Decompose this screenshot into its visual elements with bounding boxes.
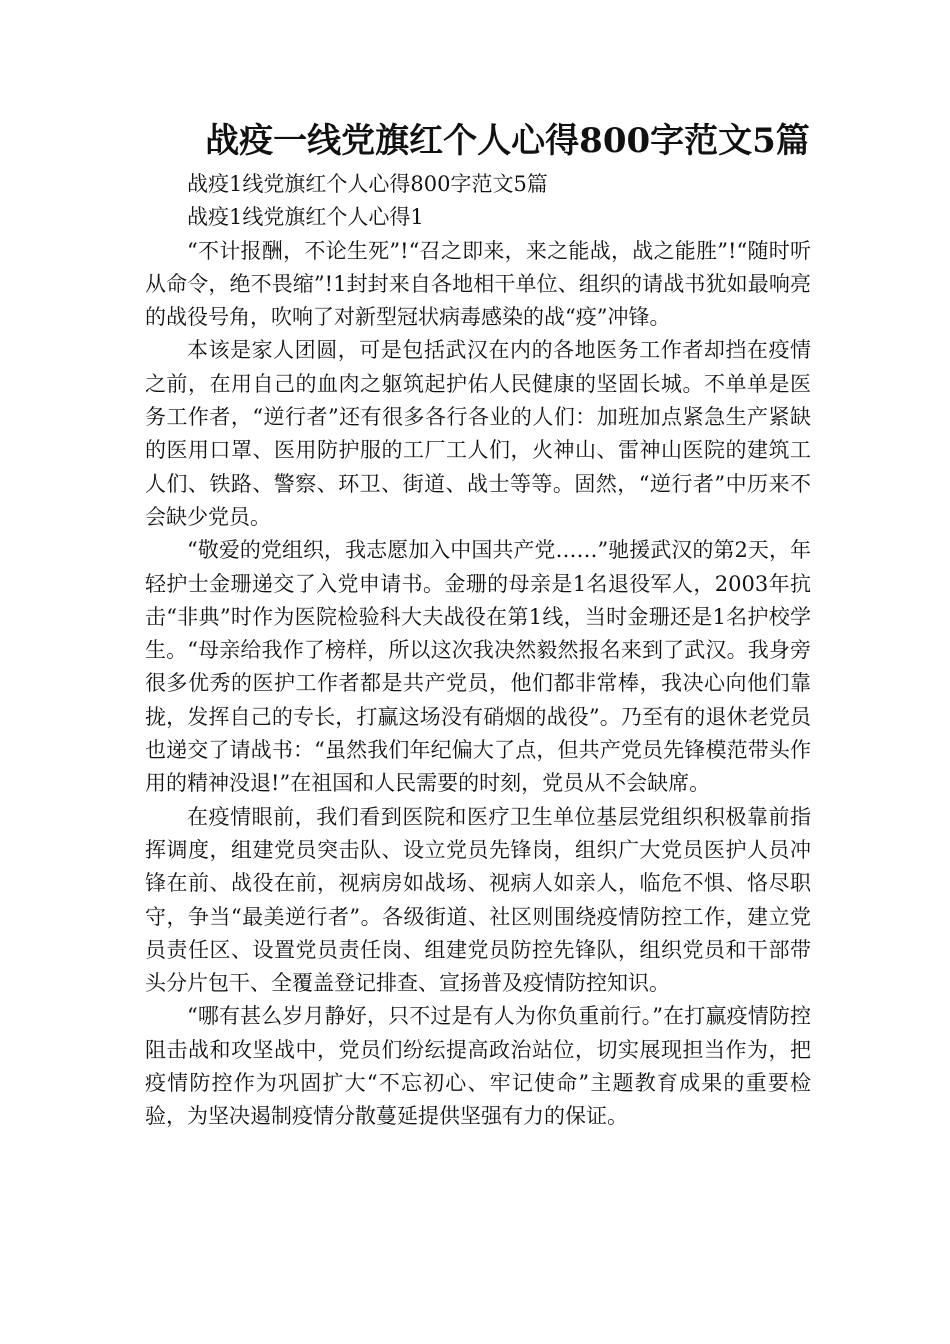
document-subtitle: 战疫1线党旗红个人心得800字范文5篇 xyxy=(187,172,548,196)
paragraph-5: “哪有甚么岁月静好，只不过是有人为你负重前行。”在打赢疫情防控阻击战和攻坚战中，党员们纷纭提高政治站位，切实展现担当作为，把疫情防控作为巩固扩大“不忘初心、牢记使命”主题教育成果的重要检验，为坚决遏制疫情分散蔓延提供坚强有力的保证。 xyxy=(145,1004,811,1129)
section-heading: 战疫1线党旗红个人心得1 xyxy=(187,205,424,230)
paragraph-1: “不计报酬，不论生死”!“召之即来，来之能战，战之能胜”!“随时听从命令，绝不畏缩”!1封封来自各地相干单位、组织的请战书犹如最响亮的战役号角，吹响了对新型冠状病毒感染的战“疫”冲锋。 xyxy=(145,238,811,330)
paragraph-2: 本该是家人团圆，可是包括武汉在内的各地医务工作者却挡在疫情之前，在用自己的血肉之躯筑起护佑人民健康的坚固长城。不单单是医务工作者，“逆行者”还有很多各行各业的人们：加班加点紧急生产紧缺的医用口罩、医用防护服的工厂工人们，火神山、雷神山医院的建筑工人们、铁路、警察、环卫、街道、战士等等。固然，“逆行者”中历来不会缺少党员。 xyxy=(145,338,811,529)
document-body xyxy=(145,168,811,1134)
paragraph-3: “敬爱的党组织，我志愿加入中国共产党……”驰援武汉的第2天，年轻护士金珊递交了入党申请书。金珊的母亲是1名退役军人，2003年抗击“非典”时作为医院检验科大夫战役在第1线，当时金珊还是1名护校学生。“母亲给我作了榜样，所以这次我决然毅然报名来到了武汉。我身旁很多优秀的医护工作者都是共产党员，他们都非常棒，我决心向他们靠拢，发挥自己的专长，打赢这场没有硝烟的战役”。乃至有的退休老党员也递交了请战书：“虽然我们年纪偏大了点，但共产党员先锋模范带头作用的精神没退!”在祖国和人民需要的时刻，党员从不会缺席。 xyxy=(145,538,811,796)
paragraph-4: 在疫情眼前，我们看到医院和医疗卫生单位基层党组织积极靠前指挥调度，组建党员突击队、设立党员先锋岗，组织广大党员医护人员冲锋在前、战役在前，视病房如战场、视病人如亲人，临危不惧、恪尽职守，争当“最美逆行者”。各级街道、社区则围绕疫情防控工作，建立党员责任区、设置党员责任岗、组建党员防控先锋队，组织党员和干部带头分片包干、全覆盖登记排查、宣扬普及疫情防控知识。 xyxy=(145,804,811,996)
document-title: 战疫一线党旗红个人心得800字范文5篇 xyxy=(205,121,810,161)
